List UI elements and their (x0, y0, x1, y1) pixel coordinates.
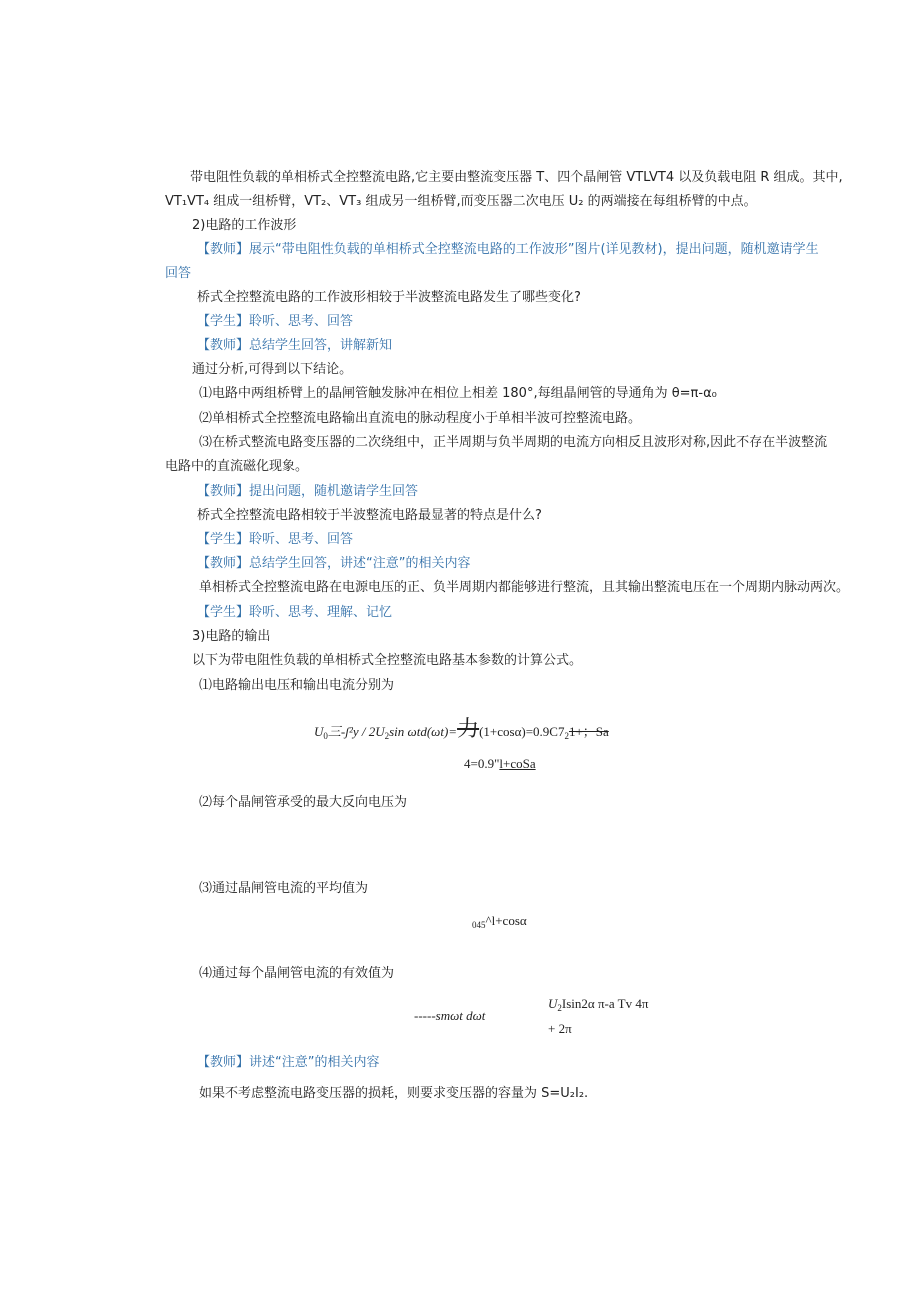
conclusion-3-line-1: ⑶在桥式整流电路变压器的二次绕组中，正半周期与负半周期的电流方向相反且波形对称,因此不存在半波整流 (199, 435, 828, 450)
student-response-3: 【学生】聆听、思考、理解、记忆 (197, 605, 393, 620)
eq1-sub-1: 0 (323, 731, 328, 741)
conclusion-2: ⑵单相桥式全控整流电路输出直流电的脉动程度小于单相半波可控整流电路。 (199, 411, 642, 426)
teacher-note-1: 【教师】总结学生回答，讲述“注意”的相关内容 (197, 556, 471, 571)
equation-rms-bottom: + 2π (548, 1021, 572, 1036)
student-response-2: 【学生】聆听、思考、回答 (197, 532, 354, 547)
eq1-sub-3: 2 (564, 731, 569, 741)
intro-paragraph-line-2: VT₁VT₄ 组成一组桥臂，VT₂、VT₃ 组成另一组桥臂,而变压器二次电压 U₂ 的两端接在每组桥臂的中点。 (165, 194, 757, 209)
intro-paragraph-line-1: 带电阻性负载的单相桥式全控整流电路,它主要由整流变压器 T、四个晶闸管 VTLVT4 以及负载电阻 R 组成。其中, (190, 170, 843, 185)
eq4-u-sub: 2 (557, 1003, 562, 1013)
item-1: ⑴电路输出电压和输出电流分别为 (199, 678, 395, 693)
equation-rms-right (548, 996, 648, 1013)
formula-intro: 以下为带电阻性负载的单相桥式全控整流电路基本参数的计算公式。 (192, 653, 583, 668)
teacher-show-line-1: 【教师】展示“带电阻性负载的单相桥式全控整流电路的工作波形”图片(详见教材)，提出问题，随机邀请学生 (197, 242, 819, 257)
eq2-plain: 4=0.9" (464, 756, 500, 771)
note-text: 单相桥式全控整流电路在电源电压的正、负半周期内都能够进行整流，且其输出整流电压在一个周期内脉动两次。 (199, 580, 850, 595)
conclusion-intro: 通过分析,可得到以下结论。 (192, 362, 353, 377)
eq2-underlined: l+coSa (499, 756, 536, 771)
eq3-sub: 045 (472, 920, 486, 930)
eq1-part-3: sin ωtd(ωt)= (389, 724, 458, 739)
equation-average-current (472, 913, 527, 930)
item-2: ⑵每个晶闸管承受的最大反向电压为 (199, 795, 408, 810)
question-1: 桥式全控整流电路的工作波形相较于半波整流电路发生了哪些变化? (197, 290, 581, 305)
student-response-1: 【学生】聆听、思考、回答 (197, 314, 354, 329)
conclusion-1: ⑴电路中两组桥臂上的晶闸管触发脉冲在相位上相差 180°,每组晶闸管的导通角为 θ=π-α₀ (199, 386, 717, 401)
eq1-big-glyph: 力 (457, 716, 480, 741)
eq1-part-4: (1+cosα)=0.9C7 (479, 724, 565, 739)
teacher-question-2: 【教师】提出问题，随机邀请学生回答 (197, 484, 419, 499)
eq4-right: Isin2α π-a Tv 4π (561, 996, 649, 1011)
teacher-show-line-2: 回答 (165, 266, 192, 281)
eq1-sub-2: 2 (384, 731, 390, 741)
eq1-part-1: U (314, 724, 324, 739)
equation-rms-left: -----smωt dωt (414, 1008, 486, 1023)
question-2: 桥式全控整流电路相较于半波整流电路最显著的特点是什么? (197, 508, 542, 523)
teacher-note-2: 【教师】讲述“注意”的相关内容 (197, 1055, 380, 1070)
item-4: ⑷通过每个晶闸管电流的有效值为 (199, 966, 395, 981)
equation-output-current (464, 756, 536, 772)
eq1-strike: 1+；Sa (568, 724, 609, 739)
item-3: ⑶通过晶闸管电流的平均值为 (199, 881, 369, 896)
teacher-summary-1: 【教师】总结学生回答，讲解新知 (197, 338, 393, 353)
conclusion-3-line-2: 电路中的直流磁化现象。 (165, 459, 309, 474)
section-heading-output: 3)电路的输出 (192, 629, 271, 644)
eq4-u: U (548, 996, 558, 1011)
eq1-part-2: 三-ʃ²y / 2U (327, 724, 385, 739)
eq3-text: ^l+cosα (485, 913, 527, 928)
section-heading-waveform: 2)电路的工作波形 (192, 218, 297, 233)
equation-output-voltage (314, 712, 609, 743)
final-text: 如果不考虑整流电路变压器的损耗，则要求变压器的容量为 S=U₂I₂. (199, 1086, 589, 1101)
